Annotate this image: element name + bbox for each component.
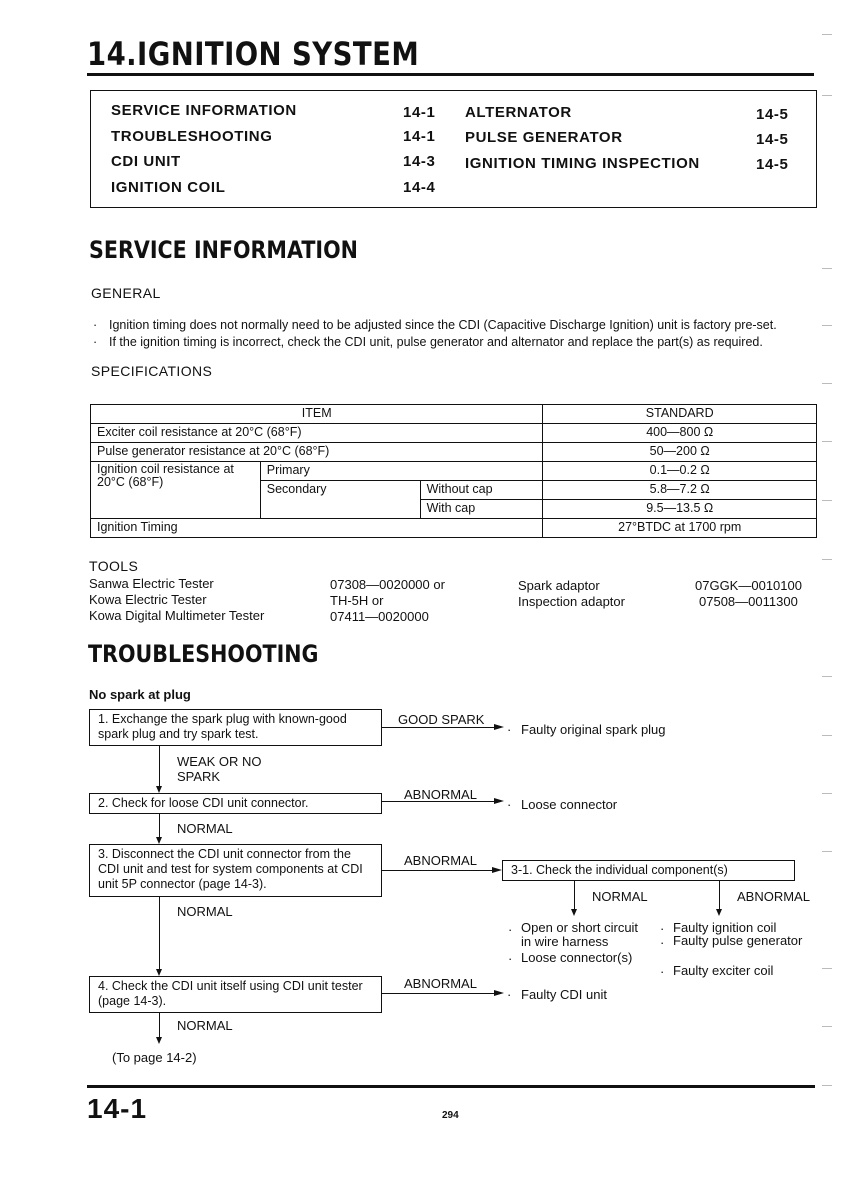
margin-mark (822, 500, 832, 501)
tool-number: TH-5H or (330, 593, 384, 608)
specifications-table (90, 404, 817, 538)
flow-result: Loose connector (521, 797, 618, 812)
margin-mark (822, 325, 832, 326)
toc-item-label[interactable]: ALTERNATOR (465, 104, 572, 121)
margin-mark (822, 793, 832, 794)
table-header-item: ITEM (91, 405, 543, 424)
flow-step-2: 2. Check for loose CDI unit connector. (89, 793, 382, 814)
symptom-label: No spark at plug (89, 687, 191, 702)
flow-label: ABNORMAL (737, 889, 810, 904)
flow-result: Loose connector(s) (521, 950, 633, 965)
tool-name: Sanwa Electric Tester (89, 576, 214, 591)
flow-connector (159, 1013, 160, 1039)
flow-connector (719, 881, 720, 910)
toc-item-label[interactable]: CDI UNIT (111, 153, 181, 170)
table-cell: Secondary (260, 481, 420, 519)
table-header-standard: STANDARD (543, 405, 817, 424)
arrow-down-icon (716, 909, 722, 916)
flow-label: NORMAL (592, 889, 648, 904)
arrow-right-icon (494, 724, 504, 730)
toc-item-label[interactable]: IGNITION TIMING INSPECTION (465, 155, 700, 172)
arrow-right-icon (494, 990, 504, 996)
table-cell: 9.5—13.5 Ω (543, 500, 817, 519)
margin-mark (822, 441, 832, 442)
general-bullet: If the ignition timing is incorrect, check the CDI unit, pulse generator and alternator and replace the part(s) as required. (109, 335, 763, 349)
table-cell: 400—800 Ω (543, 424, 817, 443)
table-cell: 0.1—0.2 Ω (543, 462, 817, 481)
bullet-dot: · (508, 922, 513, 937)
table-cell: 5.8—7.2 Ω (543, 481, 817, 500)
toc-item-label[interactable]: TROUBLESHOOTING (111, 128, 273, 145)
toc-item-label[interactable]: SERVICE INFORMATION (111, 102, 297, 119)
arrow-right-icon (492, 867, 502, 873)
flow-step-3: 3. Disconnect the CDI unit connector from the CDI unit and test for system components at CDI unit 5P connector (page 14-3). (89, 844, 382, 897)
tool-number: 07308—0020000 or (330, 577, 445, 592)
margin-mark (822, 95, 832, 96)
margin-mark (822, 968, 832, 969)
flow-label: ABNORMAL (404, 976, 477, 991)
bullet-dot: · (93, 335, 98, 349)
arrow-down-icon (571, 909, 577, 916)
margin-mark (822, 383, 832, 384)
flow-result: Faulty pulse generator (673, 933, 803, 948)
margin-mark (822, 676, 832, 677)
table-header-row (91, 405, 817, 424)
margin-mark (822, 268, 832, 269)
flow-label: WEAK OR NO SPARK (177, 754, 262, 784)
tool-number: 07411—0020000 (330, 609, 429, 624)
table-cell: Primary (260, 462, 543, 481)
tool-name: Kowa Electric Tester (89, 592, 207, 607)
specifications-heading: SPECIFICATIONS (91, 363, 213, 379)
flow-connector (159, 897, 160, 971)
flow-step-4: 4. Check the CDI unit itself using CDI unit tester (page 14-3). (89, 976, 382, 1013)
table-row (91, 424, 817, 443)
tool-number: 07508—0011300 (699, 594, 798, 609)
bullet-dot: · (660, 935, 665, 950)
toc-item-page: 14-5 (756, 156, 789, 173)
flow-connector (382, 870, 497, 871)
general-bullet: Ignition timing does not normally need to be adjusted since the CDI (Capacitive Discharge Ignition) unit is factory pre-set. (109, 318, 777, 332)
toc-item-page: 14-1 (403, 104, 436, 121)
tool-name: Spark adaptor (518, 578, 600, 593)
table-cell: 27°BTDC at 1700 rpm (543, 519, 817, 538)
tool-number: 07GGK—0010100 (695, 578, 802, 593)
flow-label: NORMAL (177, 904, 233, 919)
page-number: 14-1 (87, 1093, 148, 1124)
margin-mark (822, 34, 832, 35)
flow-result: Faulty ignition coil (673, 920, 777, 935)
flow-result: Faulty original spark plug (521, 722, 666, 737)
table-cell: With cap (420, 500, 543, 519)
bullet-dot: · (660, 964, 665, 979)
title-rule (87, 73, 814, 76)
toc-item-page: 14-5 (756, 106, 789, 123)
section-heading-troubleshooting: TROUBLESHOOTING (88, 640, 319, 668)
flow-connector (382, 727, 497, 728)
toc-item-page: 14-4 (403, 179, 436, 196)
table-cell: Pulse generator resistance at 20°C (68°F) (91, 443, 543, 462)
general-heading: GENERAL (91, 285, 161, 301)
flow-connector (159, 746, 160, 787)
margin-mark (822, 735, 832, 736)
bullet-dot: · (507, 797, 512, 812)
table-cell: Exciter coil resistance at 20°C (68°F) (91, 424, 543, 443)
table-row (91, 443, 817, 462)
flow-connector (574, 881, 575, 910)
table-row (91, 462, 817, 481)
flow-result: Open or short circuit in wire harness (521, 920, 639, 949)
flow-label: NORMAL (177, 1018, 233, 1033)
margin-mark (822, 851, 832, 852)
arrow-down-icon (156, 1037, 162, 1044)
footer-rule (87, 1085, 815, 1088)
tool-name: Kowa Digital Multimeter Tester (89, 608, 265, 623)
arrow-down-icon (156, 969, 162, 976)
table-cell: 50—200 Ω (543, 443, 817, 462)
flow-step-1: 1. Exchange the spark plug with known-good spark plug and try spark test. (89, 709, 382, 746)
page-title: 14.IGNITION SYSTEM (87, 35, 420, 73)
toc-item-page: 14-3 (403, 153, 436, 170)
table-cell: Ignition coil resistance at 20°C (68°F) (91, 462, 261, 519)
flow-label: GOOD SPARK (398, 712, 485, 727)
arrow-down-icon (156, 837, 162, 844)
bullet-dot: · (507, 987, 512, 1002)
arrow-down-icon (156, 786, 162, 793)
section-heading-service-information: SERVICE INFORMATION (89, 236, 358, 264)
toc-box (90, 90, 817, 208)
arrow-right-icon (494, 798, 504, 804)
bullet-dot: · (93, 318, 98, 332)
margin-mark (822, 559, 832, 560)
table-cell: Without cap (420, 481, 543, 500)
margin-mark (822, 1026, 832, 1027)
bullet-dot: · (507, 722, 512, 737)
toc-item-page: 14-5 (756, 131, 789, 148)
flow-result: Faulty CDI unit (521, 987, 607, 1002)
flow-result: Faulty exciter coil (673, 963, 774, 978)
bullet-dot: · (660, 921, 665, 936)
continued-note: (To page 14-2) (112, 1050, 197, 1065)
flow-label: NORMAL (177, 821, 233, 836)
flow-label: ABNORMAL (404, 853, 477, 868)
toc-item-label[interactable]: IGNITION COIL (111, 179, 226, 196)
table-cell: Ignition Timing (91, 519, 543, 538)
toc-item-page: 14-1 (403, 128, 436, 145)
tools-heading: TOOLS (89, 558, 139, 574)
table-row (91, 519, 817, 538)
sheet-number: 294 (442, 1110, 459, 1121)
toc-item-label[interactable]: PULSE GENERATOR (465, 129, 623, 146)
bullet-dot: · (508, 951, 513, 966)
flow-connector (382, 993, 497, 994)
tool-name: Inspection adaptor (518, 594, 625, 609)
flow-step-3-1: 3-1. Check the individual component(s) (502, 860, 795, 881)
flow-connector (159, 814, 160, 838)
margin-mark (822, 1085, 832, 1086)
flow-label: ABNORMAL (404, 787, 477, 802)
